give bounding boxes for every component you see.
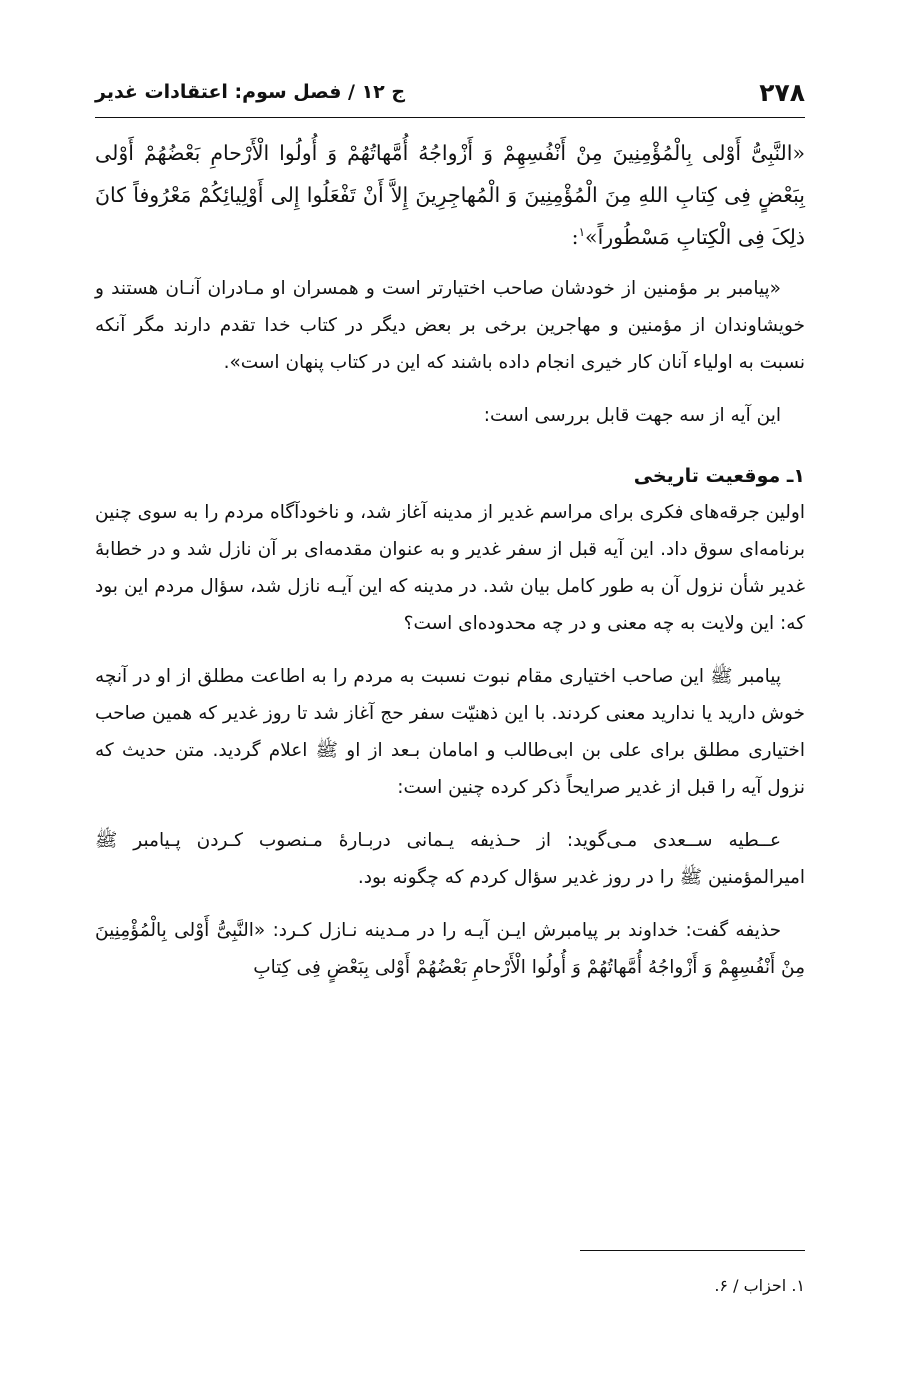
paragraph-3: عــطیه ســعدی مـی‌گوید: از حـذیفه یـمانی دربـارهٔ مـنصوب کـردن پـیامبر ﷺ امیرالمؤمنین ﷺ را در روز غدیر سؤال کردم که چگونه بود. xyxy=(95,830,805,888)
verse-text: «النَّبِیُّ أَوْلی بِالْمُؤْمِنِینَ مِنْ أَنْفُسِهِمْ وَ أَزْواجُهُ أُمَّهاتُهُمْ وَ أُولُوا الْأَرْحامِ بَعْضُهُمْ أَوْلی بِبَعْضٍ فِی کِتابِ اللهِ مِنَ الْمُؤْمِنِینَ وَ الْمُهاجِرِینَ إِلاَّ أَنْ تَفْعَلُوا إِلی أَوْلِیائِکُمْ مَعْرُوفاً کانَ ذلِکَ فِی الْکِتابِ مَسْطُوراً» xyxy=(95,141,805,249)
paragraph-4-verse: «النَّبِیُّ أَوْلی بِالْمُؤْمِنِینَ مِنْ أَنْفُسِهِمْ وَ أَزْواجُهُ أُمَّهاتُهُمْ وَ أُولُوا الْأَرْحامِ بَعْضُهُمْ أَوْلی بِبَعْضٍ فِی کِتابِ xyxy=(95,920,805,978)
verse-end: : xyxy=(571,225,579,249)
page-body xyxy=(95,130,805,1002)
header-rule xyxy=(95,117,805,118)
verse-translation: «پیامبر بر مؤمنین از خودشان صاحب اختیارتر است و همسران او مـادران آنـان هستند و خویشاوندان از مؤمنین و مهاجرین برخی بر بعض دیگر در کتاب خدا تقدم دارند مگر آنکه نسبت به اولیاء آنان کار خیری انجام داده باشند که این در کتاب پنهان است». xyxy=(95,278,805,373)
paragraph-4 xyxy=(95,912,805,986)
footnote-rule xyxy=(580,1250,805,1251)
paragraph-2: پیامبر ﷺ این صاحب اختیاری مقام نبوت نسبت به مردم را به اطاعت مطلق از او در آنچه خوش دارید یا ندارید معنی کردند. با این ذهنیّت سفر حج آغاز شد تا روز غدیر که همین صاحب اختیاری مطلق برای علی بن ابی‌طالب و امامان بـعد از او ﷺ اعلام گردید. متن حدیث که نزول آیه را قبل از غدیر صرایحاً ذکر کرده چنین است: xyxy=(95,666,805,798)
footnote-marker: ۱ xyxy=(578,225,586,240)
footnote: ۱. احزاب / ۶. xyxy=(714,1276,805,1295)
page-header xyxy=(95,72,805,112)
quran-verse xyxy=(95,130,805,258)
running-title: ج ۱۲ / فصل سوم: اعتقادات غدیر xyxy=(95,81,406,103)
section-heading: ۱ـ موقعیت تاریخی xyxy=(633,465,805,487)
page-number: ۲۷۸ xyxy=(759,77,805,107)
paragraph-1: اولین جرقه‌های فکری برای مراسم غدیر از مدینه آغاز شد، و ناخودآگاه مردم را به سوی چنین برنامه‌ای سوق داد. این آیه قبل از سفر غدیر و به عنوان مقدمه‌ای بر آن نازل شد و در خطابهٔ غدیر شأن نزول آن به طور کامل بیان شد. در مدینه که این آیـه نازل شد، سؤال مردم این بود که: این ولایت به چه معنی و در چه محدوده‌ای است؟ xyxy=(95,502,805,634)
intro-sentence: این آیه از سه جهت قابل بررسی است: xyxy=(483,405,781,426)
paragraph-4-intro: حذیفه گفت: خداوند بر پیامبرش ایـن آیـه را در مـدینه نـازل کـرد: xyxy=(265,920,782,941)
